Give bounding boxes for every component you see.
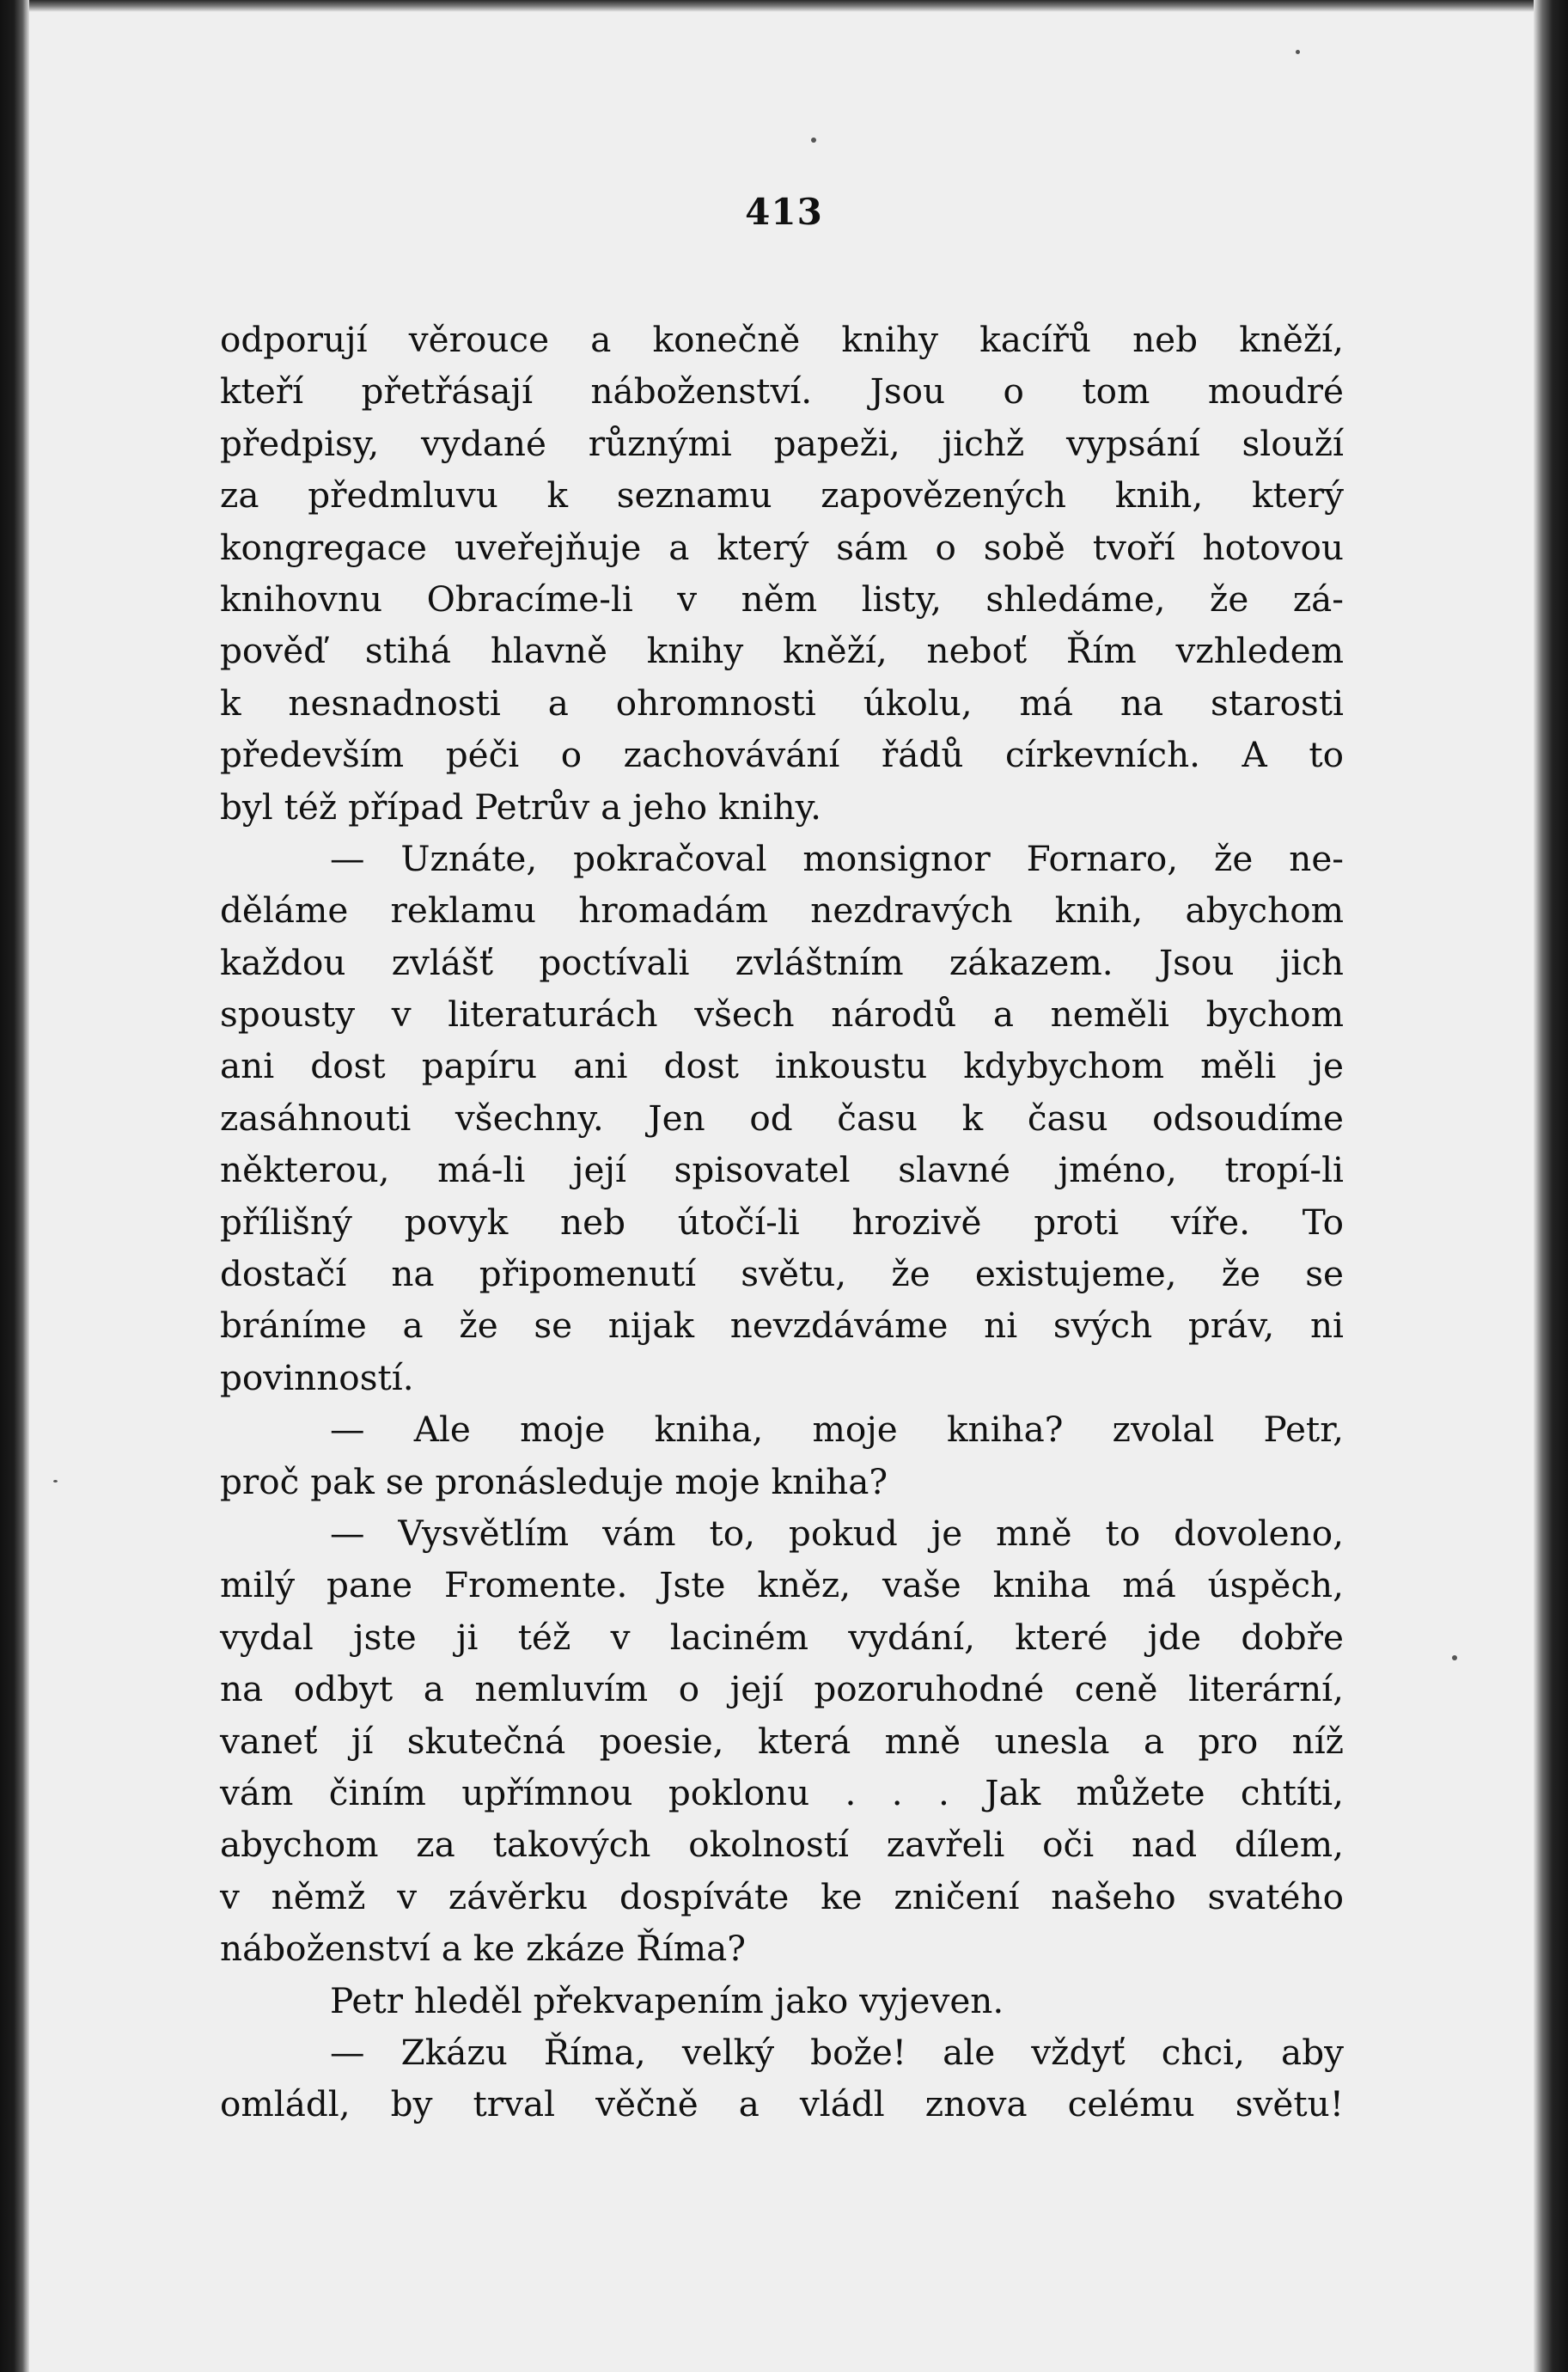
text-line: pověď stihá hlavně knihy kněží, neboť Řím vzhledem [220, 630, 1344, 672]
text-line: spousty v literaturách všech národů a neměli bychom [220, 993, 1344, 1036]
text-line: v němž v závěrku dospíváte ke zničení našeho svatého [220, 1875, 1344, 1917]
text-line: — Uznáte, pokračoval monsignor Fornaro, že ne- [330, 837, 1344, 879]
body-text [220, 314, 1344, 2131]
text-line: omládl, by trval věčně a vládl znova celému světu! [220, 2083, 1344, 2125]
page-top-edge [0, 0, 1568, 12]
text-line: k nesnadnosti a ohromnosti úkolu, má na starosti [220, 682, 1344, 724]
text-line: za předmluvu k seznamu zapovězených knih, který [220, 474, 1344, 517]
text-line: kteří přetřásají náboženství. Jsou o tom moudré [220, 370, 1344, 413]
page-number: 413 [745, 191, 823, 233]
text-line: přílišný povyk neb útočí-li hrozivě proti víře. To [220, 1201, 1344, 1243]
text-line: každou zvlášť poctívali zvláštním zákazem. Jsou jich [220, 941, 1344, 983]
text-line: vydal jste ji též v laciném vydání, které jde dobře [220, 1616, 1344, 1658]
text-line: abychom za takových okolností zavřeli oči nad dílem, [220, 1824, 1344, 1866]
text-line: ani dost papíru ani dost inkoustu kdybychom měli je [220, 1045, 1344, 1087]
text-line: bráníme a že se nijak nevzdáváme ni svých práv, ni [220, 1305, 1344, 1347]
page-left-edge [0, 0, 29, 2372]
text-line: byl též případ Petrův a jeho knihy. [220, 786, 821, 828]
text-line: odporují věrouce a konečně knihy kacířů neb kněží, [220, 319, 1344, 360]
dust-speck [1452, 1655, 1457, 1660]
text-line: — Zkázu Říma, velký bože! ale vždyť chci, aby [330, 2031, 1344, 2073]
text-line: vám činím upřímnou poklonu . . . Jak můžete chtíti, [220, 1771, 1344, 1813]
text-line: Petr hleděl překvapením jako vyjeven. [330, 1979, 1004, 2021]
text-line: děláme reklamu hromadám nezdravých knih, abychom [220, 890, 1344, 932]
text-line: povinností. [220, 1356, 414, 1398]
page-right-edge [1534, 0, 1568, 2372]
text-line: především péči o zachovávání řádů církevních. A to [220, 734, 1344, 776]
text-line: proč pak se pronásleduje moje kniha? [220, 1460, 888, 1502]
text-line: vaneť jí skutečná poesie, která mně unesla a pro níž [220, 1720, 1344, 1762]
text-line: některou, má-li její spisovatel slavné jméno, tropí-li [220, 1149, 1344, 1191]
text-line: kongregace uveřejňuje a který sám o sobě tvoří hotovou [220, 526, 1344, 568]
dust-speck [53, 1480, 58, 1482]
text-line: předpisy, vydané různými papeži, jichž vypsání slouží [220, 422, 1344, 464]
text-line: knihovnu Obracíme-li v něm listy, shledáme, že zá- [220, 578, 1344, 620]
text-line: dostačí na připomenutí světu, že existujeme, že se [220, 1253, 1344, 1295]
text-line: — Vysvětlím vám to, pokud je mně to dovoleno, [330, 1512, 1344, 1554]
text-line: na odbyt a nemluvím o její pozoruhodné ceně literární, [220, 1668, 1344, 1710]
text-line: milý pane Fromente. Jste kněz, vaše kniha má úspěch, [220, 1564, 1344, 1606]
text-line: — Ale moje kniha, moje kniha? zvolal Petr, [330, 1409, 1344, 1451]
dust-speck [811, 138, 816, 143]
text-line: náboženství a ke zkáze Říma? [220, 1928, 747, 1970]
dust-speck [1296, 50, 1300, 54]
text-line: zasáhnouti všechny. Jen od času k času odsoudíme [220, 1097, 1344, 1139]
